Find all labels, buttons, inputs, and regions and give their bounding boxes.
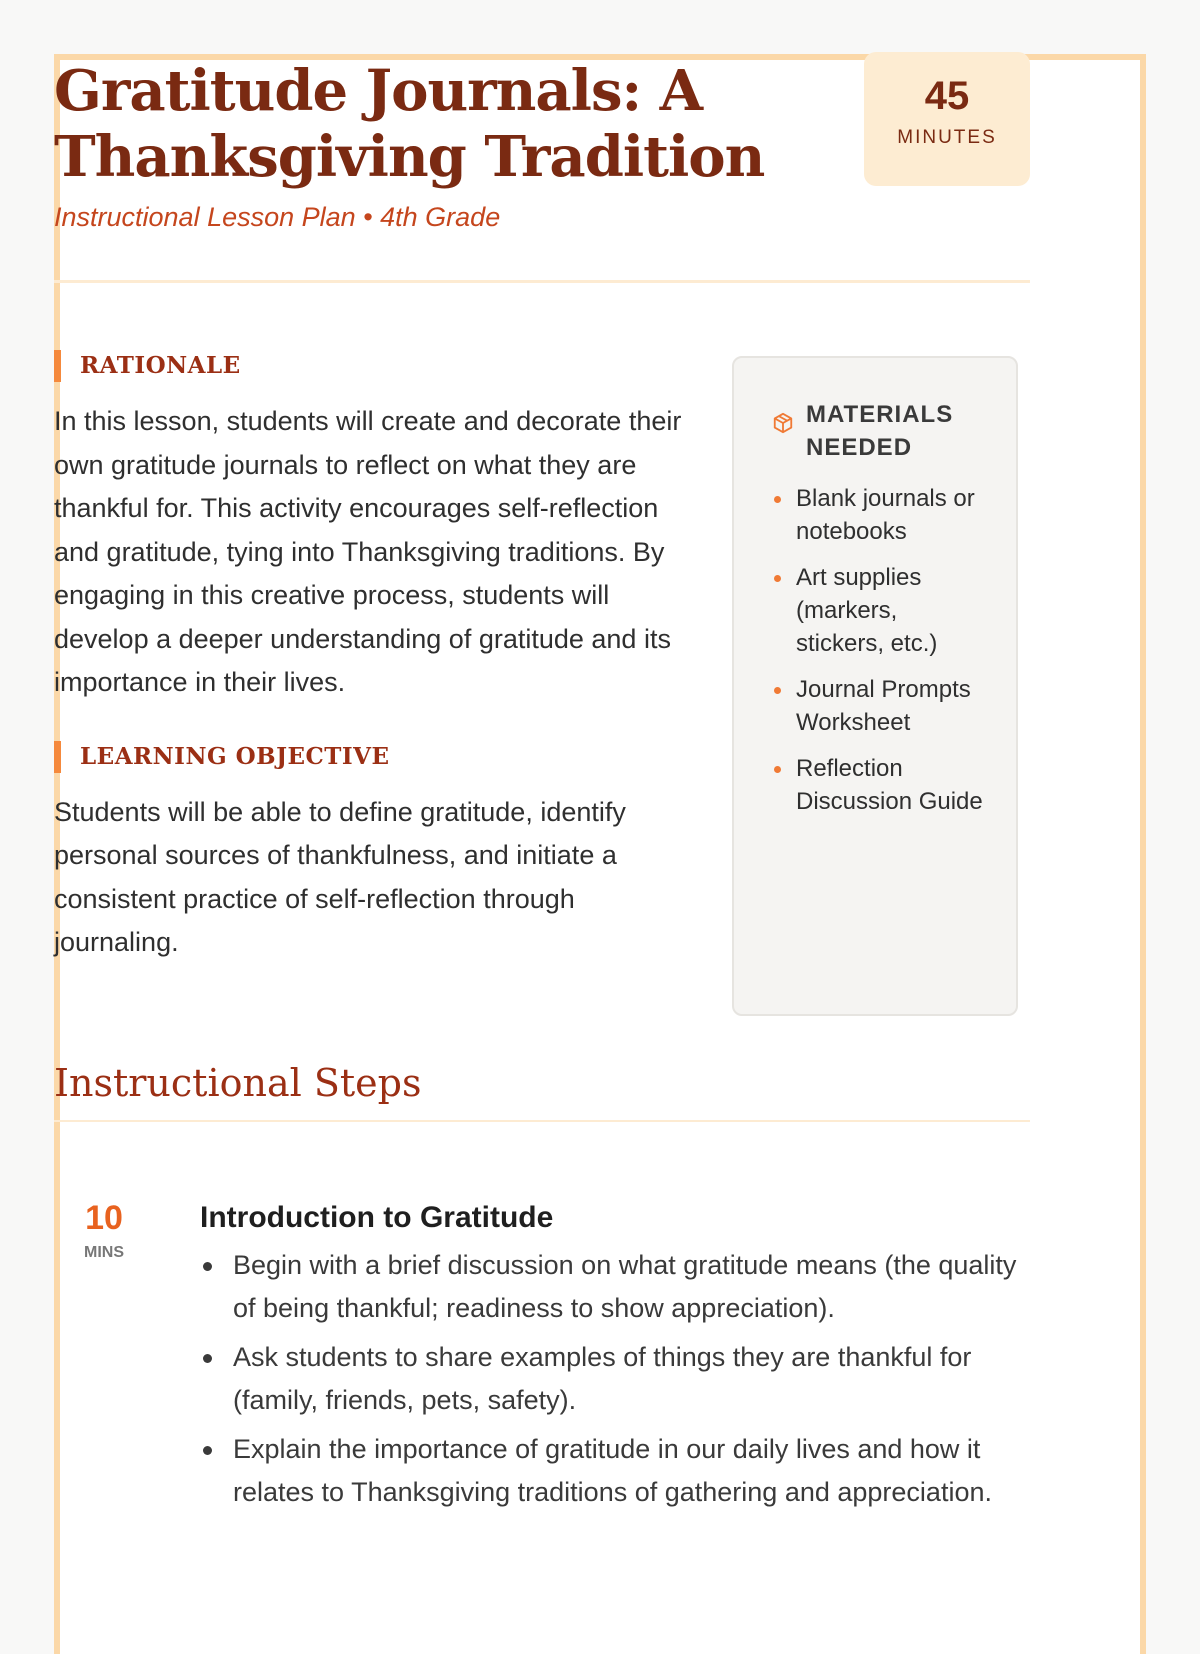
rationale-text: In this lesson, students will create and decorate their own gratitude journals to reflect on what they are thankful for. This activity encourages self-reflection and gratitude, tying into Thanksgiving traditions. By engaging in this creative process, students will develop a deeper understanding of gratitude and its importance in their lives.: [54, 406, 682, 697]
rationale-label: RATIONALE: [54, 350, 694, 382]
materials-item: Reflection Discussion Guide: [772, 752, 987, 818]
steps-heading-text: Instructional Steps: [54, 1061, 422, 1105]
step-time-value: 10: [85, 1199, 123, 1237]
materials-header: [772, 398, 992, 464]
objective-label: LEARNING OBJECTIVE: [54, 741, 694, 773]
page-subtitle: Instructional Lesson Plan • 4th Grade: [54, 202, 501, 232]
duration-value: 45: [924, 74, 970, 118]
step-point-list: [200, 1244, 1030, 1514]
materials-list: [772, 482, 987, 831]
step-duration: [54, 1198, 154, 1262]
materials-title: MATERIALS NEEDED: [806, 401, 954, 461]
materials-item: Art supplies (markers, stickers, etc.): [772, 561, 987, 660]
objective-section: [54, 741, 694, 965]
step-body: [200, 1198, 1030, 1520]
page-title: Gratitude Journals: A Thanksgiving Tradition: [54, 58, 765, 190]
step-point: Ask students to share examples of things they are thankful for (family, friends, pets, safety).: [200, 1336, 1030, 1422]
duration-badge: [864, 52, 1030, 186]
materials-card: [732, 356, 1018, 1016]
main-column: [54, 350, 694, 965]
objective-text: Students will be able to define gratitude, identify personal sources of thankfulness, and initiate a consistent practice of self-reflection through journaling.: [54, 796, 626, 957]
box-icon: [772, 412, 794, 434]
lesson-header: [54, 58, 1030, 283]
rationale-section: [54, 350, 694, 705]
step-point: Explain the importance of gratitude in our daily lives and how it relates to Thanksgiving traditions of gathering and appreciation.: [200, 1428, 1030, 1514]
step-point: Begin with a brief discussion on what gratitude means (the quality of being thankful; readiness to show appreciation).: [200, 1244, 1030, 1330]
steps-heading: [54, 1060, 1030, 1122]
step-title: Introduction to Gratitude: [200, 1201, 554, 1234]
duration-unit: MINUTES: [897, 127, 997, 148]
materials-item: Journal Prompts Worksheet: [772, 673, 987, 739]
materials-item: Blank journals or notebooks: [772, 482, 987, 548]
step-time-unit: MINS: [84, 1244, 124, 1261]
